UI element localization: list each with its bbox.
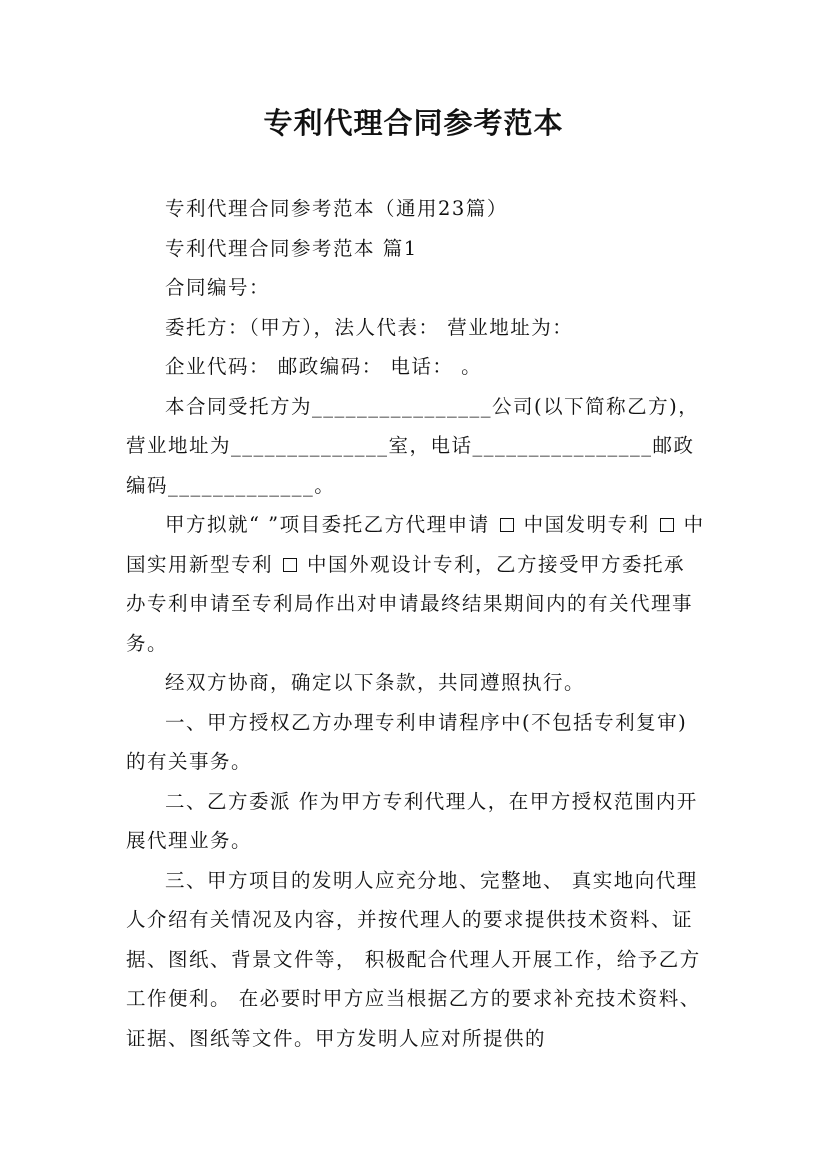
paragraph-subtitle: 专利代理合同参考范本（通用23篇） xyxy=(165,197,508,220)
checkbox-design-patent[interactable] xyxy=(283,558,297,572)
paragraph-section-heading: 专利代理合同参考范本 篇1 xyxy=(165,236,418,260)
paragraph-contract-number: 合同编号： xyxy=(165,276,271,299)
scope-text-start: 甲方拟就“ ”项目委托乙方代理申请 xyxy=(165,513,490,536)
checkbox-invention-patent[interactable] xyxy=(500,518,514,532)
option-utility-model-patent: 中国实用新型专利 xyxy=(126,513,705,576)
paragraph-trustee: 本合同受托方为________________公司(以下简称乙方)，营业地址为______________室，电话________________邮政编码_____________。 xyxy=(126,394,700,497)
paragraph-clause-2: 二、乙方委派 作为甲方专利代理人，在甲方授权范围内开展代理业务。 xyxy=(126,789,698,852)
paragraph-enterprise-code: 企业代码： 邮政编码： 电话： 。 xyxy=(165,355,483,378)
paragraph-clause-1: 一、甲方授权乙方办理专利申请程序中(不包括专利复审)的有关事务。 xyxy=(126,710,688,773)
checkbox-utility-model-patent[interactable] xyxy=(660,518,674,532)
paragraph-clause-3: 三、甲方项目的发明人应充分地、完整地、 真实地向代理人介绍有关情况及内容，并按代理人的要求提供技术资料、证据、图纸、背景文件等， 积极配合代理人开展工作，给予乙方工作便利。 在必要时甲方应当根据乙方的要求补充技术资料、证据、图纸等文件。甲方发明人应对所提供的 xyxy=(126,868,701,1050)
paragraph-scope xyxy=(126,505,706,663)
document-title: 专利代理合同参考范本 xyxy=(263,106,564,140)
scope-text-end: ，乙方接受甲方委托承办专利申请至专利局作出对申请最终结果期间内的有关代理事务。 xyxy=(126,552,694,655)
option-invention-patent: 中国发明专利 xyxy=(523,513,650,536)
paragraph-principal: 委托方：（甲方），法人代表： 营业地址为： xyxy=(165,315,574,339)
paragraph-agreement: 经双方协商，确定以下条款，共同遵照执行。 xyxy=(165,671,586,694)
option-design-patent: 中国外观设计专利 xyxy=(307,552,476,576)
document-body xyxy=(126,189,706,1058)
